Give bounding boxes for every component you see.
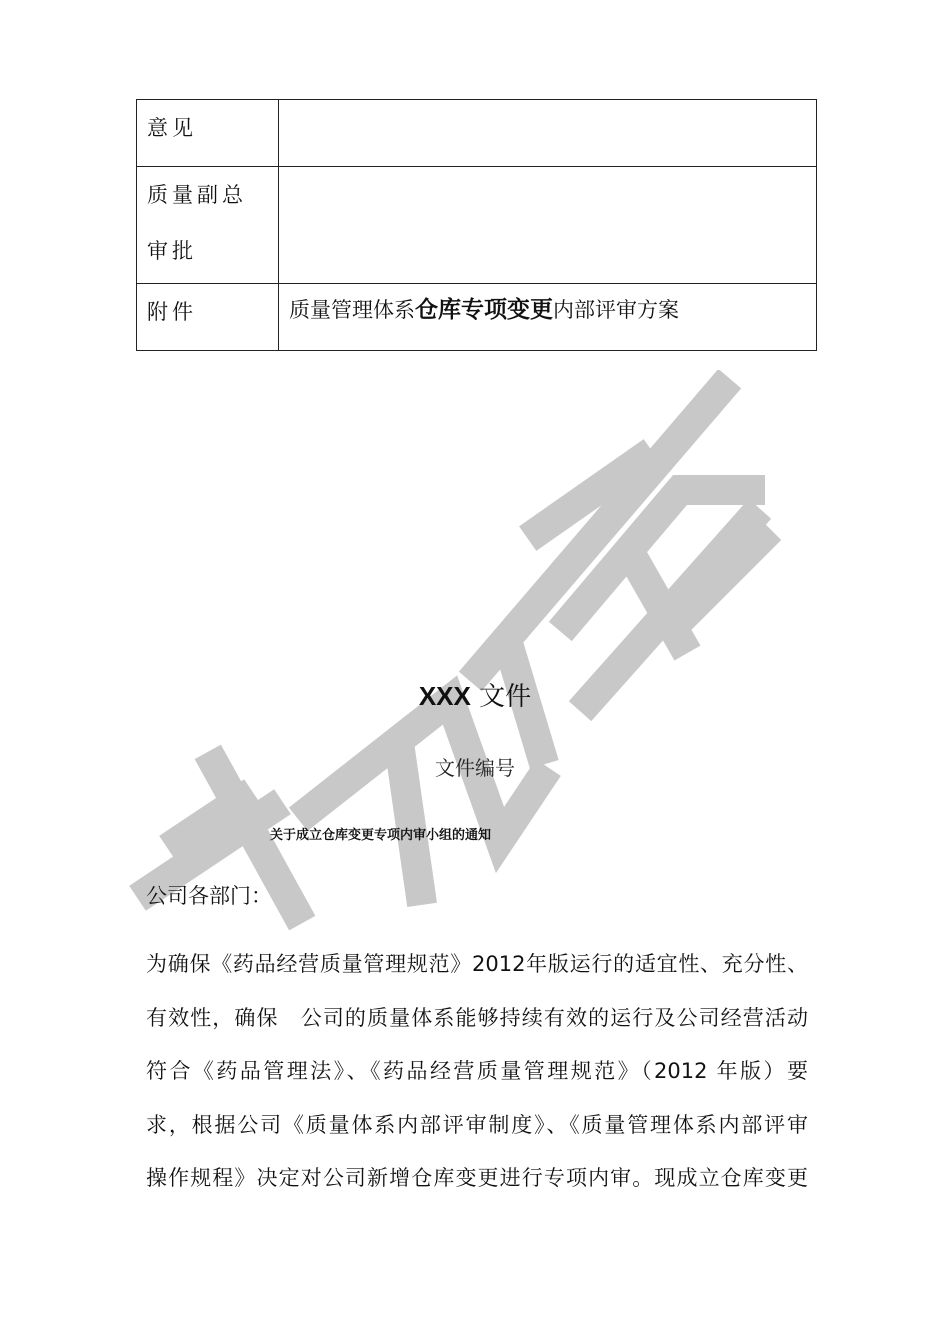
body-line: 为确保《药品经营质量管理规范》2012年版运行的适宜性、充分性、 (146, 952, 808, 976)
attachment-prefix: 质量管理体系 (289, 298, 415, 322)
attachment-suffix: 内部评审方案 (553, 298, 679, 322)
quality-vp-approval-label: 质量副总审批 (137, 167, 279, 284)
body-line: 操作规程》决定对公司新增仓库变更进行专项内审。现成立仓库变更 (146, 1166, 808, 1190)
quality-vp-approval-value (279, 167, 817, 284)
attachment-highlight: 仓库专项变更 (415, 297, 553, 323)
opinion-label: 意见 (137, 100, 279, 167)
attachment-label: 附件 (137, 284, 279, 351)
notice-title: 关于成立仓库变更专项内审小组的通知 (270, 828, 492, 843)
table-row (137, 167, 817, 284)
table-row (137, 100, 817, 167)
watermark-confidential (120, 370, 820, 930)
salutation: 公司各部门： (146, 884, 272, 908)
body-line: 有效性，确保 公司的质量体系能够持续有效的运行及公司经营活动 (146, 1005, 808, 1030)
attachment-value (279, 284, 817, 351)
notice-body (146, 938, 808, 1206)
body-line: 符合《药品管理法》、《药品经营质量管理规范》（2012 年版）要 (146, 1059, 808, 1083)
body-line: 求，根据公司《质量体系内部评审制度》、《质量管理体系内部评审 (146, 1112, 808, 1137)
document-title-brand: XXX (418, 681, 471, 711)
document-title-suffix: 文件 (479, 682, 532, 712)
table-row (137, 284, 817, 351)
document-title (0, 676, 950, 713)
document-number-label: 文件编号 (435, 756, 515, 780)
approval-table (136, 99, 817, 351)
opinion-value (279, 100, 817, 167)
